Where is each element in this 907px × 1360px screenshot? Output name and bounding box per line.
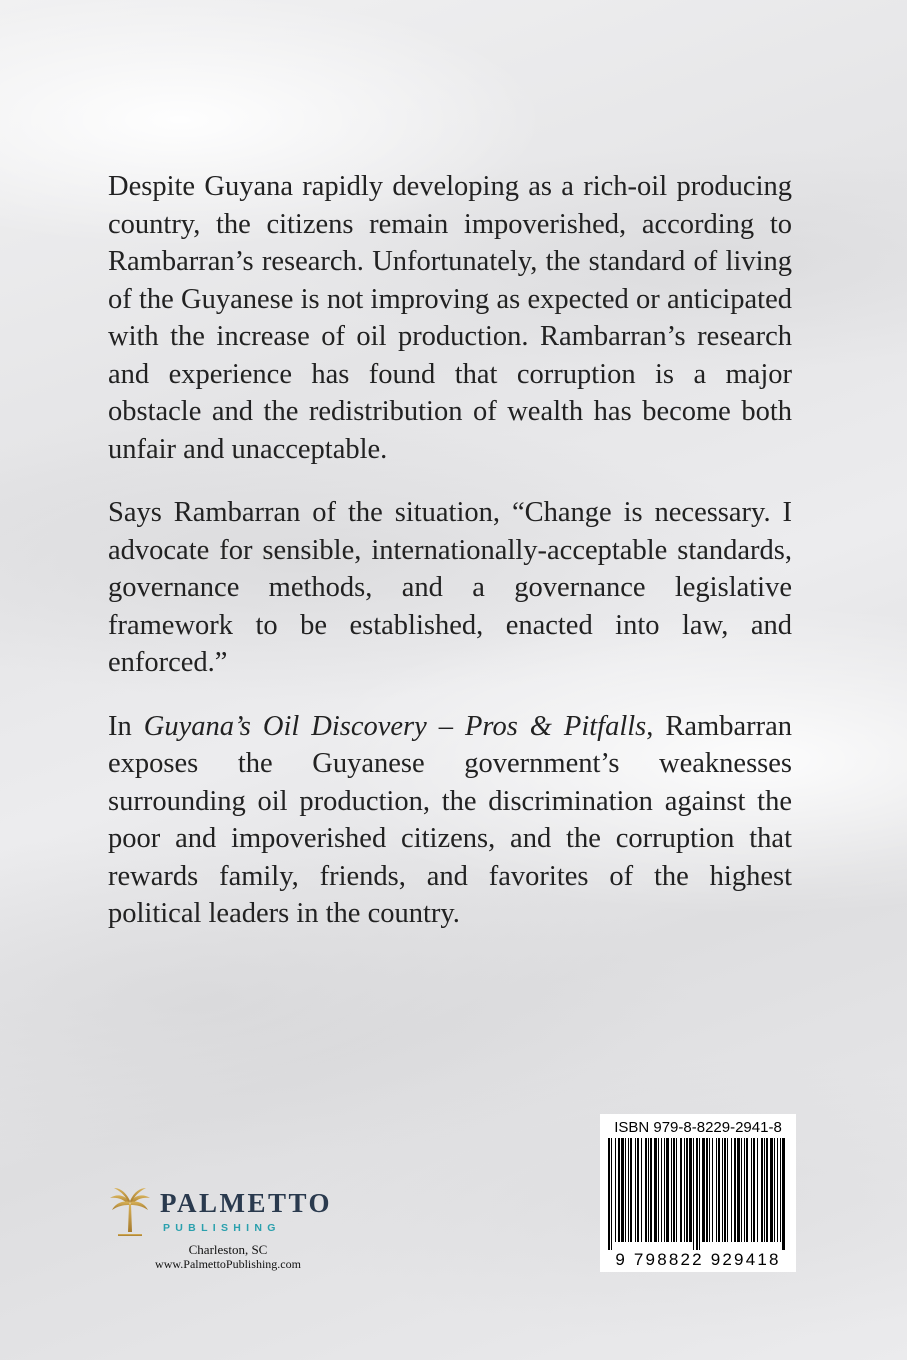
barcode-bar: [699, 1138, 700, 1250]
barcode-bar: [718, 1138, 720, 1242]
barcode-bar: [648, 1138, 649, 1242]
barcode-bar: [746, 1138, 748, 1242]
barcode-bar: [766, 1138, 768, 1242]
barcode-bar: [680, 1138, 682, 1242]
barcode-bar: [782, 1138, 785, 1250]
barcode-bar: [637, 1138, 639, 1242]
isbn-label: ISBN 979-8-8229-2941-8: [614, 1119, 782, 1136]
barcode-bar: [673, 1138, 675, 1242]
barcode-bar: [628, 1138, 629, 1242]
palm-tree-icon: [108, 1186, 152, 1238]
barcode-bar: [615, 1138, 616, 1242]
barcode-bar: [621, 1138, 624, 1242]
barcode-bar: [712, 1138, 713, 1242]
blurb-paragraph-3: [108, 708, 792, 933]
blurb-intro: In: [108, 710, 132, 742]
barcode-bar: [702, 1138, 705, 1242]
barcode-bar: [686, 1138, 688, 1242]
barcode-bar: [716, 1138, 717, 1242]
barcode-bar: [671, 1138, 672, 1242]
barcode-bars: [606, 1138, 790, 1250]
barcode-bar: [664, 1138, 665, 1242]
barcode-bar: [693, 1138, 694, 1250]
barcode-bar: [676, 1138, 677, 1242]
barcode-bar: [761, 1138, 763, 1242]
barcode-bar: [611, 1138, 612, 1250]
publisher-subtitle: PUBLISHING: [163, 1222, 281, 1234]
barcode-bar: [751, 1138, 752, 1242]
barcode-bar: [696, 1138, 698, 1250]
back-cover-blurb: [108, 168, 792, 959]
barcode-bar: [625, 1138, 626, 1242]
barcode-bar: [727, 1138, 728, 1242]
barcode-bar: [722, 1138, 723, 1242]
barcode-bar: [744, 1138, 745, 1242]
barcode-bar: [658, 1138, 659, 1242]
barcode-bar: [731, 1138, 732, 1242]
barcode-digits: 9 798822 929418: [615, 1250, 781, 1269]
barcode-bar: [654, 1138, 657, 1242]
barcode-bar: [641, 1138, 642, 1242]
barcode-bar: [737, 1138, 740, 1242]
barcode-bar: [689, 1138, 692, 1242]
barcode-bar: [661, 1138, 662, 1242]
barcode-bar: [618, 1138, 620, 1242]
publisher-logo: [108, 1186, 368, 1276]
barcode-bar: [724, 1138, 726, 1242]
barcode-bar: [684, 1138, 685, 1242]
barcode-bar: [741, 1138, 742, 1242]
blurb-paragraph-2: Says Rambarran of the situation, “Change is necessary. I advocate for sensible, internationally-acceptable standards, governance methods, and a governance legislative framework to be established, enacted into law, and enforced.”: [108, 497, 792, 678]
blurb-paragraph-1: Despite Guyana rapidly developing as a rich-oil producing country, the citizens remain impoverished, according to Rambarran’s research. Unfortunately, the standard of living of the Guyanese is not improving as expected or anticipated with the increase of oil production. Rambarran’s research and experience has found that corruption is a major obstacle and the redistribution of wealth has become both unfair and unacceptable.: [108, 171, 792, 465]
isbn-barcode: [600, 1114, 796, 1272]
barcode-bar: [706, 1138, 708, 1242]
barcode-bar: [780, 1138, 781, 1242]
barcode-bar: [764, 1138, 765, 1242]
publisher-name: PALMETTO: [160, 1188, 333, 1218]
barcode-bar: [666, 1138, 669, 1242]
book-title: Guyana’s Oil Discovery – Pros & Pitfalls: [143, 710, 647, 742]
barcode-bar: [734, 1138, 736, 1242]
barcode-bar: [608, 1138, 610, 1250]
barcode-bar: [777, 1138, 778, 1242]
blurb-rest: , Rambarran exposes the Guyanese government’s weaknesses surrounding oil production, the discrimination against the poor and impoverished citizens, and the corruption that rewards family, friends, and favorites of the highest political leaders in the country.: [108, 710, 792, 929]
barcode-bar: [753, 1138, 755, 1242]
barcode-bar: [645, 1138, 647, 1242]
publisher-url: www.PalmettoPublishing.com: [155, 1257, 301, 1271]
barcode-bar: [709, 1138, 710, 1242]
barcode-bar: [770, 1138, 773, 1242]
barcode-bar: [650, 1138, 652, 1242]
publisher-city: Charleston, SC: [188, 1242, 268, 1257]
barcode-bar: [630, 1138, 632, 1242]
barcode-bar: [757, 1138, 758, 1242]
barcode-bar: [774, 1138, 775, 1242]
barcode-bar: [635, 1138, 636, 1242]
